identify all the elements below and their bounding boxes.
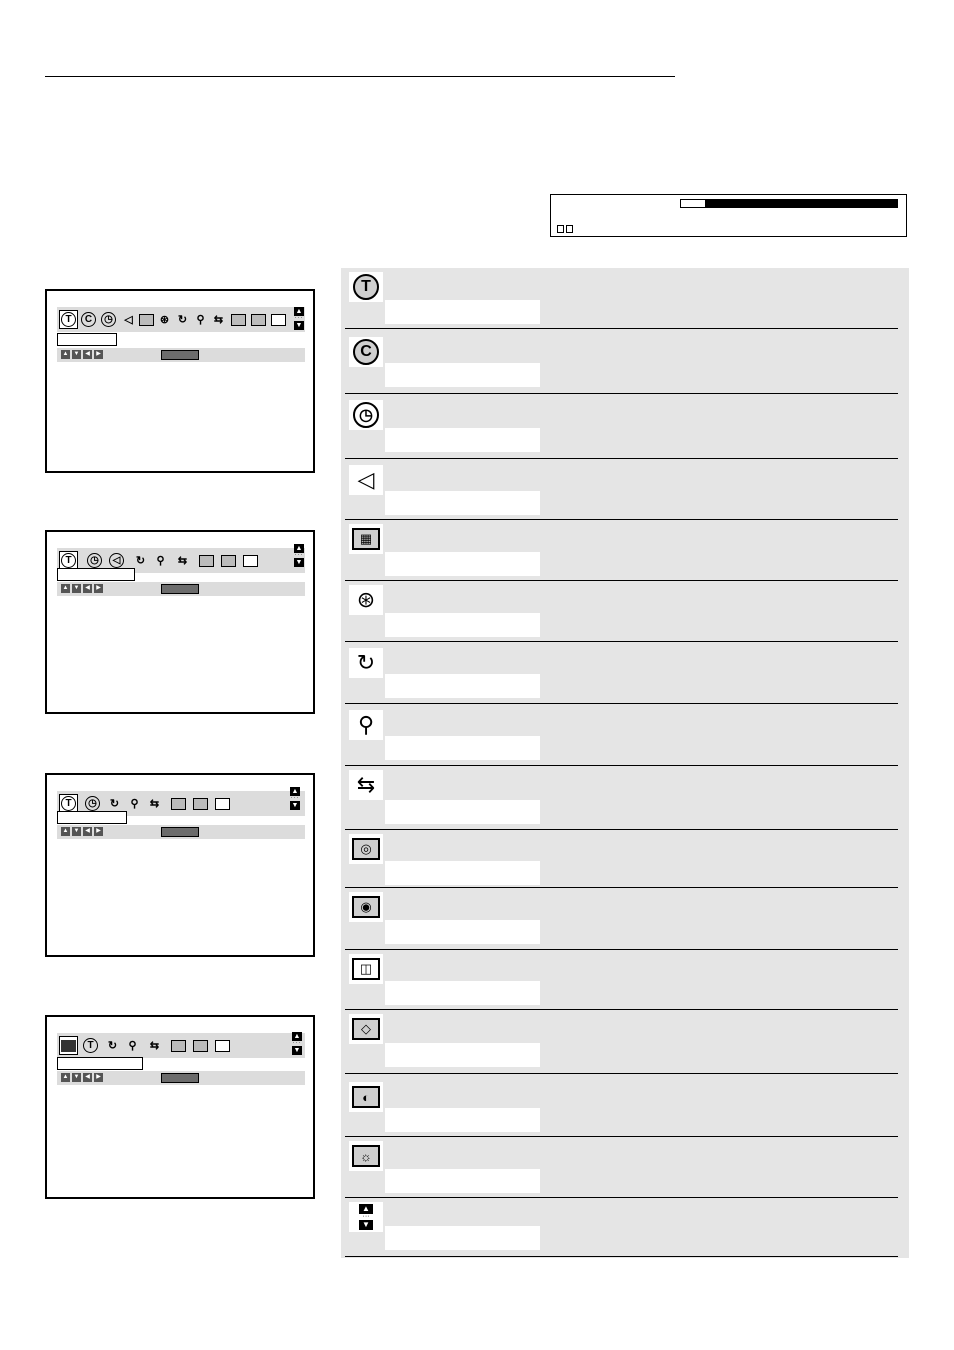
legend-row-surround bbox=[345, 888, 898, 950]
repeat-icon[interactable]: ↻ bbox=[135, 555, 146, 567]
brightness-icon: ☼ bbox=[349, 1141, 383, 1171]
progress-fill bbox=[681, 200, 705, 207]
selection-name-box bbox=[57, 568, 135, 581]
clock-icon[interactable]: ◷ bbox=[99, 310, 118, 329]
left-arrow-icon[interactable]: ◀ bbox=[83, 1073, 92, 1082]
legend-bar bbox=[385, 1108, 540, 1132]
up-arrow-icon[interactable]: ▲ bbox=[62, 351, 69, 357]
title-icon[interactable]: T bbox=[59, 310, 78, 329]
control-bar bbox=[57, 348, 305, 362]
legend-row-angle bbox=[345, 581, 898, 642]
ab-repeat-icon[interactable]: ⇆ bbox=[177, 555, 188, 567]
up-arrow-icon[interactable]: ▲ bbox=[62, 585, 69, 591]
speaker-icon[interactable]: ◁ bbox=[124, 314, 133, 326]
menu-screen-mp3 bbox=[45, 1015, 315, 1199]
legend-row-time bbox=[345, 394, 898, 459]
legend-row-ab-repeat bbox=[345, 766, 898, 830]
left-arrow-icon[interactable]: ◀ bbox=[83, 584, 92, 593]
repeat-icon[interactable]: ↻ bbox=[107, 1040, 118, 1052]
subtitle-icon[interactable] bbox=[137, 310, 156, 329]
header-rule bbox=[45, 76, 675, 77]
clock-icon[interactable]: ◷ bbox=[85, 551, 104, 570]
legend-row-repeat bbox=[345, 642, 898, 704]
enter-box[interactable] bbox=[161, 350, 199, 360]
selection-name-box bbox=[57, 1057, 143, 1070]
direction-arrows bbox=[61, 350, 103, 359]
legend-row-chapter bbox=[345, 329, 898, 394]
legend-bar bbox=[385, 491, 540, 515]
surround-icon[interactable] bbox=[191, 1036, 210, 1055]
digest-icon: ◎ bbox=[349, 834, 383, 864]
legend-row-subtitle bbox=[345, 520, 898, 581]
legend-bar bbox=[385, 552, 540, 576]
speaker-icon: ◁ bbox=[349, 465, 383, 495]
pushpin-icon[interactable]: ⚲ bbox=[196, 314, 205, 326]
title-icon[interactable]: T bbox=[59, 794, 78, 813]
indicator-square-icon bbox=[557, 225, 564, 233]
ab-repeat-icon[interactable]: ⇆ bbox=[149, 798, 160, 810]
pushpin-icon[interactable]: ⚲ bbox=[128, 1040, 137, 1052]
scroll-arrows-icon: ▲ ··· ▼ bbox=[349, 1202, 383, 1232]
legend-row-zoom bbox=[345, 1010, 898, 1074]
title-icon[interactable]: T bbox=[81, 1036, 100, 1055]
frame-icon: ◫ bbox=[349, 954, 383, 984]
legend-bar bbox=[385, 613, 540, 637]
scroll-arrows-icon[interactable]: ▲ ··· ▼ bbox=[292, 1033, 302, 1054]
legend-row-brightness bbox=[345, 1137, 898, 1198]
folder-icon[interactable] bbox=[59, 1036, 78, 1055]
legend-row-scroll bbox=[345, 1198, 898, 1257]
right-arrow-icon[interactable]: ▶ bbox=[94, 1073, 103, 1082]
legend-bar bbox=[385, 674, 540, 698]
selection-name-box bbox=[57, 811, 127, 824]
menu-screen-vcd bbox=[45, 530, 315, 714]
legend-bar bbox=[385, 1169, 540, 1193]
clock-icon: ◷ bbox=[349, 400, 383, 430]
enter-box[interactable] bbox=[161, 827, 199, 837]
pushpin-icon: ⚲ bbox=[349, 710, 383, 740]
frame-icon[interactable] bbox=[241, 551, 260, 570]
surround-icon[interactable] bbox=[219, 551, 238, 570]
repeat-icon[interactable]: ↻ bbox=[177, 314, 188, 326]
scroll-arrows-icon[interactable]: ▲ ··· ▼ bbox=[294, 545, 304, 566]
control-bar bbox=[57, 825, 305, 839]
surround-icon[interactable] bbox=[249, 310, 268, 329]
camera-icon: ⊛ bbox=[349, 585, 383, 615]
frame-icon[interactable] bbox=[213, 1036, 232, 1055]
right-arrow-icon[interactable]: ▶ bbox=[94, 584, 103, 593]
legend-row-frame bbox=[345, 950, 898, 1010]
legend-bar bbox=[385, 920, 540, 944]
legend-bar bbox=[385, 300, 540, 324]
status-bar-box bbox=[550, 194, 907, 237]
icon-menu-bar bbox=[57, 307, 305, 332]
down-arrow-icon[interactable]: ▼ bbox=[73, 585, 80, 591]
ab-repeat-icon: ⇆ bbox=[349, 770, 383, 800]
right-arrow-icon[interactable]: ▶ bbox=[94, 350, 103, 359]
selection-name-box bbox=[57, 333, 117, 346]
digest-icon[interactable] bbox=[169, 794, 188, 813]
legend-row-contrast bbox=[345, 1074, 898, 1137]
legend-bar bbox=[385, 428, 540, 452]
enter-box[interactable] bbox=[161, 584, 199, 594]
ab-repeat-icon[interactable]: ⇆ bbox=[213, 314, 224, 326]
camera-icon[interactable]: ⊛ bbox=[159, 314, 170, 326]
subtitle-icon: ▦ bbox=[349, 524, 383, 554]
control-bar bbox=[57, 1071, 305, 1085]
repeat-icon[interactable]: ↻ bbox=[109, 798, 120, 810]
enter-box[interactable] bbox=[161, 1073, 199, 1083]
legend-bar bbox=[385, 363, 540, 387]
legend-bar bbox=[385, 1043, 540, 1067]
control-bar bbox=[57, 582, 305, 596]
zoom-icon: ◇ bbox=[349, 1014, 383, 1044]
legend-bar bbox=[385, 736, 540, 760]
contrast-icon: ◐ bbox=[349, 1082, 383, 1112]
surround-icon: ◉ bbox=[349, 892, 383, 922]
direction-arrows bbox=[61, 584, 103, 593]
indicator-square-icon bbox=[566, 225, 573, 233]
legend-row-title bbox=[345, 268, 898, 329]
speaker-icon[interactable]: ◁ bbox=[107, 551, 126, 570]
down-arrow-icon[interactable]: ▼ bbox=[73, 351, 80, 357]
legend-bar bbox=[385, 981, 540, 1005]
down-arrow-icon[interactable]: ▼ bbox=[73, 828, 80, 834]
direction-arrows bbox=[61, 827, 103, 836]
menu-screen-cd bbox=[45, 773, 315, 957]
digest-icon[interactable] bbox=[229, 310, 248, 329]
digest-icon[interactable] bbox=[169, 1036, 188, 1055]
clock-icon[interactable]: ◷ bbox=[83, 794, 102, 813]
left-arrow-icon[interactable]: ◀ bbox=[83, 350, 92, 359]
down-arrow-icon[interactable]: ▼ bbox=[73, 1074, 80, 1080]
pushpin-icon[interactable]: ⚲ bbox=[130, 798, 139, 810]
legend-row-audio bbox=[345, 459, 898, 520]
repeat-icon: ↻ bbox=[349, 648, 383, 678]
icon-legend-panel bbox=[341, 268, 909, 1258]
scroll-arrows-icon[interactable]: ▲ ··· ▼ bbox=[290, 788, 300, 809]
digest-icon[interactable] bbox=[197, 551, 216, 570]
legend-bar bbox=[385, 1226, 540, 1250]
right-arrow-icon[interactable]: ▶ bbox=[94, 827, 103, 836]
menu-screen-dvd bbox=[45, 289, 315, 473]
icon-menu-bar bbox=[57, 1033, 305, 1058]
scroll-arrows-icon[interactable]: ▲ ··· ▼ bbox=[294, 308, 304, 329]
left-arrow-icon[interactable]: ◀ bbox=[83, 827, 92, 836]
title-icon: T bbox=[349, 272, 383, 302]
frame-icon[interactable] bbox=[213, 794, 232, 813]
ab-repeat-icon[interactable]: ⇆ bbox=[149, 1040, 160, 1052]
legend-row-marker bbox=[345, 704, 898, 766]
legend-bar bbox=[385, 800, 540, 824]
legend-row-digest bbox=[345, 830, 898, 888]
surround-icon[interactable] bbox=[191, 794, 210, 813]
chapter-icon: C bbox=[349, 337, 383, 367]
value-box bbox=[271, 335, 305, 345]
direction-arrows bbox=[61, 1073, 103, 1082]
chapter-icon[interactable]: C bbox=[79, 310, 98, 329]
title-icon[interactable]: T bbox=[59, 551, 78, 570]
pushpin-icon[interactable]: ⚲ bbox=[156, 555, 165, 567]
up-arrow-icon[interactable]: ▲ bbox=[62, 828, 69, 834]
frame-icon[interactable] bbox=[269, 310, 288, 329]
legend-bar bbox=[385, 861, 540, 885]
status-indicator-icons bbox=[557, 225, 573, 233]
progress-bar bbox=[680, 199, 898, 208]
up-arrow-icon[interactable]: ▲ bbox=[62, 1074, 69, 1080]
